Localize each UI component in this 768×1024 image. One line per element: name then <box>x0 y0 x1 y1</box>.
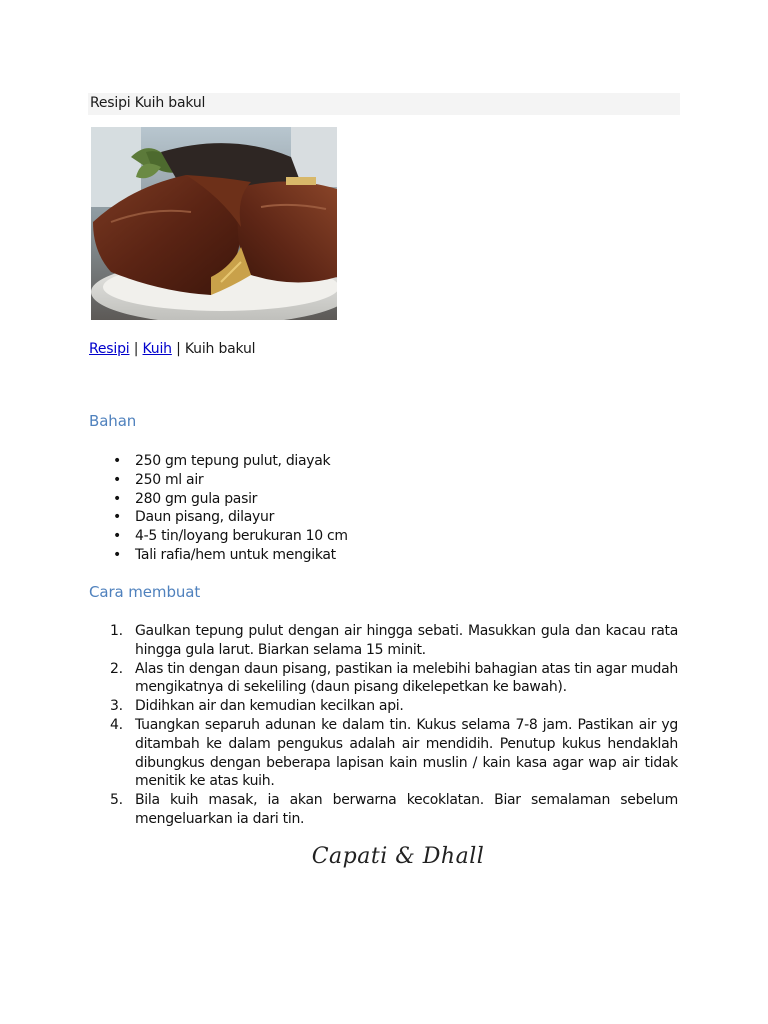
bullet-icon: • <box>113 490 121 507</box>
method-step <box>106 697 678 716</box>
method-steps-list <box>106 622 678 829</box>
ingredient-item <box>106 546 348 565</box>
ingredient-item <box>106 527 348 546</box>
method-step <box>106 622 678 660</box>
bullet-icon: • <box>113 528 121 545</box>
ingredient-text: Tali rafia/hem untuk mengikat <box>135 546 336 563</box>
bullet-icon: • <box>113 546 121 563</box>
method-heading: Cara membuat <box>89 583 201 601</box>
ingredient-item <box>106 490 348 509</box>
title-bar <box>88 93 680 115</box>
breadcrumb-current: Kuih bakul <box>184 341 256 357</box>
step-text: Gaulkan tepung pulut dengan air hingga sebati. Masukkan gula dan kacau rata hingga gula larut. Biarkan selama 15 minit. <box>135 623 678 658</box>
ingredient-item <box>106 452 348 471</box>
kuih-bakul-photo <box>91 127 337 320</box>
method-step <box>106 716 678 791</box>
ingredient-text: 250 gm tepung pulut, diayak <box>135 453 331 469</box>
breadcrumb-separator: | <box>129 341 143 357</box>
ingredient-text: 4-5 tin/loyang berukuran 10 cm <box>135 528 348 545</box>
step-text: Tuangkan separuh adunan ke dalam tin. Kukus selama 7-8 jam. Pastikan air yg ditambah ke dalam pengukus adalah air mendidih. Penutup kukus hendaklah dibungkus dengan beberapa lapisan kain muslin / kain kasa agar wap air tidak menitik ke atas kuih. <box>135 716 678 790</box>
step-text: Didihkan air dan kemudian kecilkan api. <box>135 698 404 715</box>
breadcrumb-separator: | <box>171 341 185 357</box>
ingredient-text: 250 ml air <box>135 471 204 488</box>
step-text: Bila kuih masak, ia akan berwarna kecoklatan. Biar semalaman sebelum mengeluarkan ia dari tin. <box>135 792 678 827</box>
ingredients-list <box>106 452 348 565</box>
food-photo-illustration <box>91 127 337 320</box>
method-step <box>106 791 678 829</box>
breadcrumb <box>89 341 255 357</box>
next-recipe-title: Capati & Dhall <box>311 844 485 869</box>
breadcrumb-link-resipi[interactable]: Resipi <box>89 341 130 357</box>
breadcrumb-link-kuih[interactable]: Kuih <box>142 341 172 357</box>
bullet-icon: • <box>113 509 121 526</box>
ingredient-item <box>106 471 348 490</box>
ingredient-item <box>106 508 348 527</box>
step-number: 2. <box>110 660 123 677</box>
step-number: 4. <box>110 716 123 733</box>
ingredient-text: Daun pisang, dilayur <box>135 509 275 526</box>
step-text: Alas tin dengan daun pisang, pastikan ia melebihi bahagian atas tin agar mudah mengikatnya di sekeliling (daun pisang dikelepetkan ke bawah). <box>135 660 678 696</box>
bullet-icon: • <box>113 471 121 488</box>
bullet-icon: • <box>113 453 121 469</box>
ingredients-heading: Bahan <box>89 412 137 430</box>
step-number: 5. <box>110 792 123 809</box>
page-title: Resipi Kuih bakul <box>90 95 206 111</box>
ingredient-text: 280 gm gula pasir <box>135 490 258 507</box>
step-number: 3. <box>110 698 123 715</box>
method-step <box>106 660 678 698</box>
step-number: 1. <box>110 623 123 639</box>
